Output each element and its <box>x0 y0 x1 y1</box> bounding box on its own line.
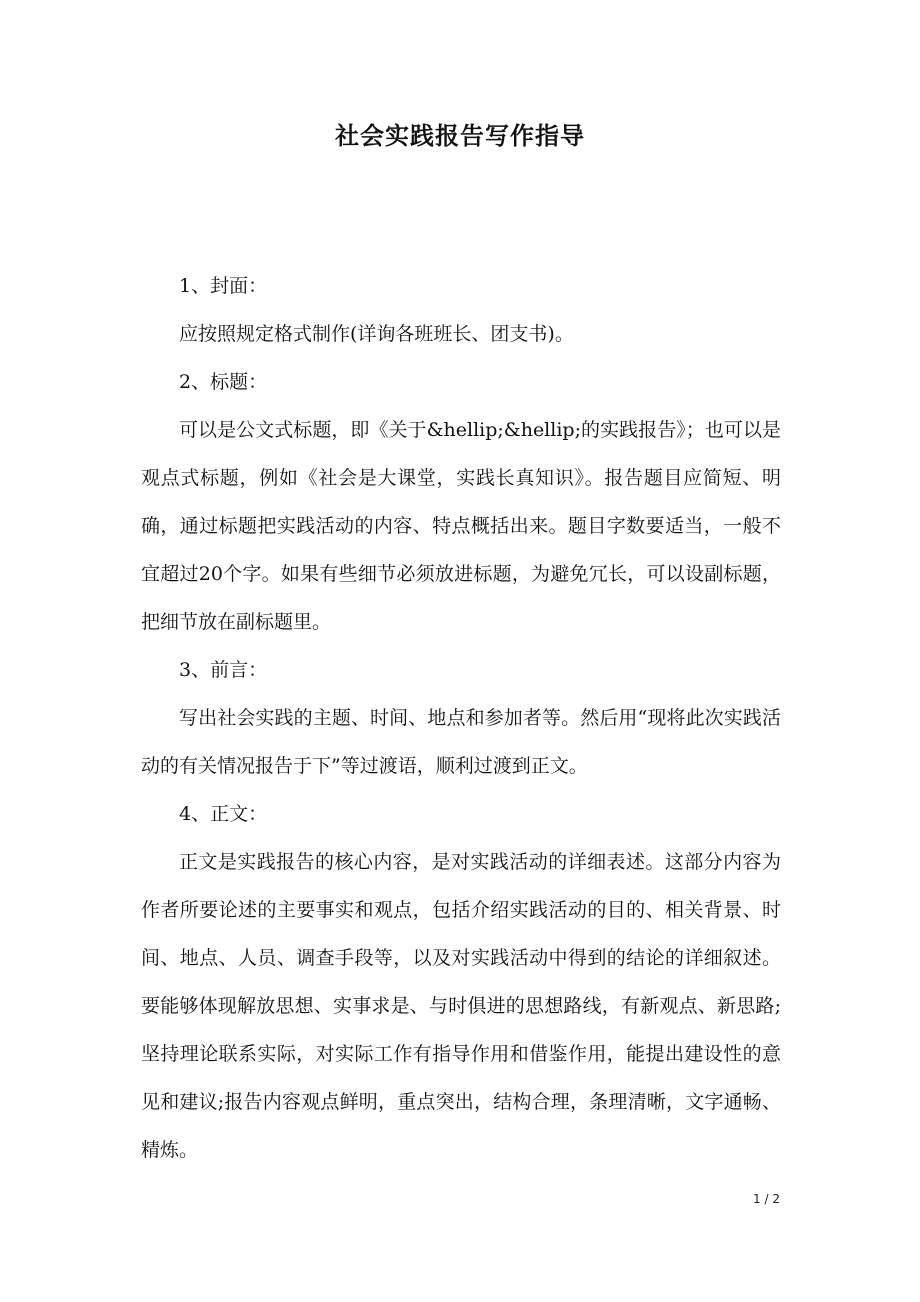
paragraph-preface: 写出社会实践的主题、时间、地点和参加者等。然后用“现将此次实践活动的有关情况报告于下”等过渡语，顺利过渡到正文。 <box>141 707 781 777</box>
paragraph-title: 可以是公文式标题，即《关于&hellip;&hellip;的实践报告》；也可以是观点式标题，例如《社会是大课堂，实践长真知识》。报告题目应简短、明确，通过标题把实践活动的内容、特点概括出来。题目字数要适当，一般不宜超过20个字。如果有些细节必须放进标题，为避免冗长，可以设副标题，把细节放在副标题里。 <box>141 419 781 633</box>
document-body <box>141 262 781 1174</box>
section-heading-preface: 3、前言： <box>179 659 268 681</box>
paragraph-body: 正文是实践报告的核心内容，是对实践活动的详细表述。这部分内容为作者所要论述的主要事实和观点，包括介绍实践活动的目的、相关背景、时间、地点、人员、调查手段等，以及对实践活动中得到的结论的详细叙述。要能够体现解放思想、实事求是、与时俱进的思想路线，有新观点、新思路;坚持理论联系实际，对实际工作有指导作用和借鉴作用，能提出建设性的意见和建议;报告内容观点鲜明，重点突出，结构合理，条理清晰，文字通畅、精炼。 <box>141 851 781 1161</box>
section-heading-body: 4、正文： <box>179 803 268 825</box>
section-heading-title: 2、标题： <box>179 371 268 393</box>
section-heading-cover: 1、封面： <box>179 275 268 297</box>
paragraph-cover: 应按照规定格式制作(详询各班班长、团支书)。 <box>179 323 574 345</box>
document-title: 社会实践报告写作指导 <box>335 122 585 150</box>
page-number: 1 / 2 <box>753 1192 780 1206</box>
